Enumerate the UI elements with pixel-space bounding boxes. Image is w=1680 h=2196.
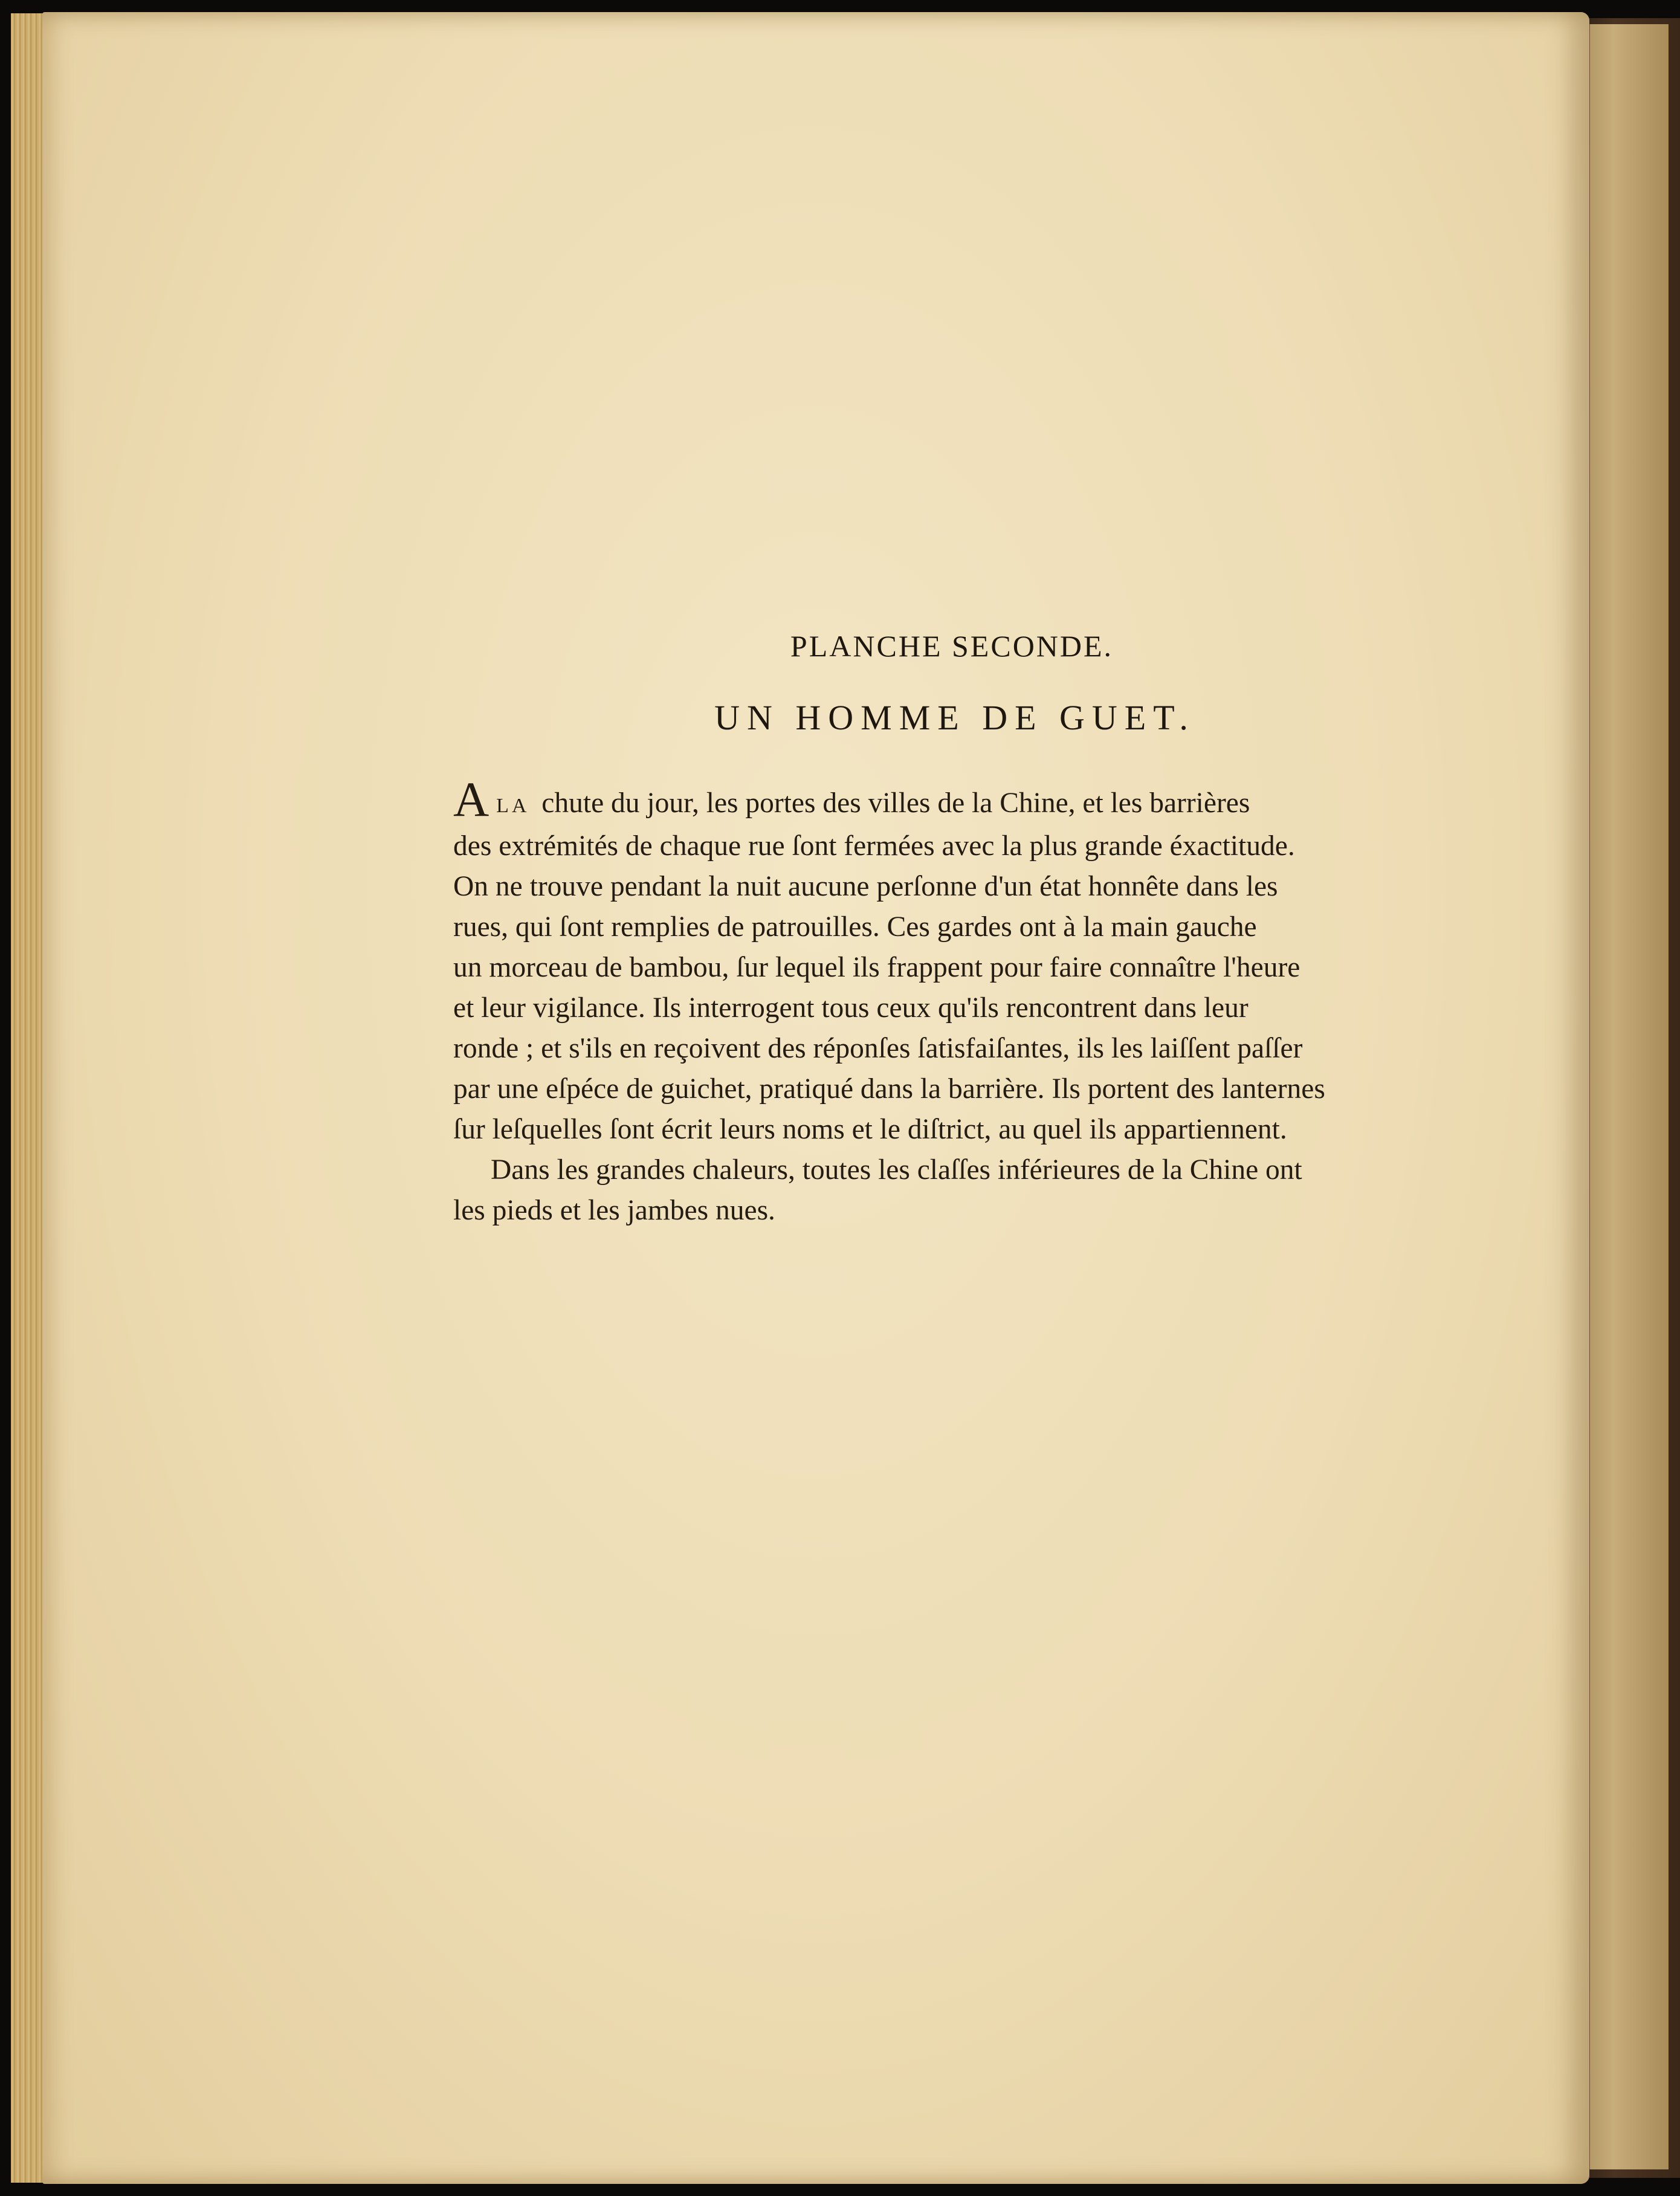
paragraph-line: des extrémités de chaque rue ſont fermées avec la plus grande éxactitude. bbox=[453, 830, 1295, 862]
page-leaf bbox=[42, 12, 1589, 2184]
paragraph-line: un morceau de bambou, ſur lequel ils frappent pour faire connaître l'heure bbox=[453, 952, 1300, 983]
paragraph-line: les pieds et les jambes nues. bbox=[453, 1195, 775, 1226]
paragraph-line: ſur leſquelles ſont écrit leurs noms et le diſtrict, au quel ils appartiennent. bbox=[453, 1114, 1287, 1145]
drop-cap: A bbox=[453, 772, 489, 827]
paragraph-1 bbox=[453, 772, 1481, 1150]
paragraph-line bbox=[453, 772, 1481, 827]
plate-title: PLANCHE SECONDE. bbox=[790, 629, 1114, 663]
adjacent-leaf bbox=[1586, 24, 1669, 2169]
plate-subtitle: UN HOMME DE GUET. bbox=[714, 698, 1195, 737]
small-caps: LA bbox=[496, 795, 530, 817]
line-text: chute du jour, les portes des villes de la Chine, et les barrières bbox=[534, 787, 1250, 819]
paragraph-line: par une eſpéce de guichet, pratiqué dans la barrière. Ils portent des lanternes bbox=[453, 1073, 1325, 1105]
paragraph-2 bbox=[453, 1150, 1481, 1231]
text-block bbox=[453, 628, 1481, 1231]
paragraph-line: et leur vigilance. Ils interrogent tous ceux qu'ils rencontrent dans leur bbox=[453, 992, 1249, 1024]
paragraph-line: Dans les grandes chaleurs, toutes les claſſes inférieures de la Chine ont bbox=[491, 1154, 1302, 1186]
paragraph-line: rues, qui ſont remplies de patrouilles. Ces gardes ont à la main gauche bbox=[453, 911, 1257, 943]
paragraph-line: ronde ; et s'ils en reçoivent des réponſes ſatisfaiſantes, ils les laiſſent paſſer bbox=[453, 1033, 1303, 1064]
paragraph-line: On ne trouve pendant la nuit aucune perſonne d'un état honnête dans les bbox=[453, 871, 1278, 902]
